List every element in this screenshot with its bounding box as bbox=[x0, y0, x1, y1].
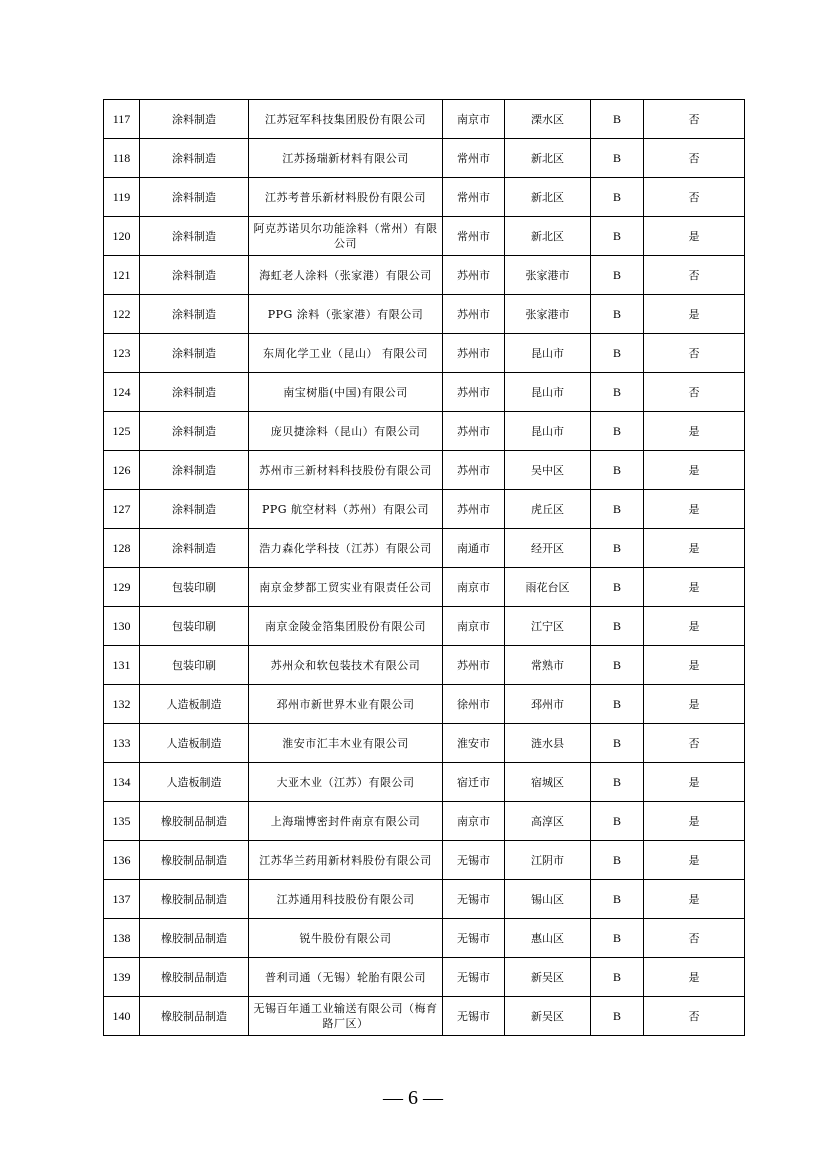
cell-flag: 是 bbox=[644, 490, 745, 529]
cell-city: 苏州市 bbox=[443, 412, 505, 451]
cell-number: 134 bbox=[104, 763, 140, 802]
cell-industry: 涂料制造 bbox=[140, 295, 249, 334]
cell-number: 129 bbox=[104, 568, 140, 607]
table-row bbox=[104, 997, 745, 1036]
cell-number: 127 bbox=[104, 490, 140, 529]
cell-district: 邳州市 bbox=[505, 685, 591, 724]
cell-number: 132 bbox=[104, 685, 140, 724]
cell-district: 昆山市 bbox=[505, 334, 591, 373]
cell-grade: B bbox=[591, 139, 644, 178]
cell-company-name: 淮安市汇丰木业有限公司 bbox=[249, 724, 443, 763]
table-row bbox=[104, 802, 745, 841]
cell-number: 120 bbox=[104, 217, 140, 256]
cell-city: 无锡市 bbox=[443, 997, 505, 1036]
cell-company-name: 江苏华兰药用新材料股份有限公司 bbox=[249, 841, 443, 880]
cell-flag: 否 bbox=[644, 919, 745, 958]
cell-district: 张家港市 bbox=[505, 295, 591, 334]
cell-grade: B bbox=[591, 412, 644, 451]
cell-number: 140 bbox=[104, 997, 140, 1036]
table-row bbox=[104, 763, 745, 802]
cell-district: 张家港市 bbox=[505, 256, 591, 295]
table-row bbox=[104, 334, 745, 373]
table-row bbox=[104, 490, 745, 529]
table-row bbox=[104, 568, 745, 607]
cell-city: 南通市 bbox=[443, 529, 505, 568]
cell-district: 雨花台区 bbox=[505, 568, 591, 607]
cell-grade: B bbox=[591, 958, 644, 997]
cell-company-name: 无锡百年通工业输送有限公司（梅育路厂区） bbox=[249, 997, 443, 1036]
cell-industry: 涂料制造 bbox=[140, 412, 249, 451]
cell-company-name: 江苏考普乐新材料股份有限公司 bbox=[249, 178, 443, 217]
cell-city: 无锡市 bbox=[443, 880, 505, 919]
cell-industry: 涂料制造 bbox=[140, 178, 249, 217]
cell-flag: 是 bbox=[644, 412, 745, 451]
table-row bbox=[104, 646, 745, 685]
cell-industry: 橡胶制品制造 bbox=[140, 958, 249, 997]
cell-flag: 是 bbox=[644, 646, 745, 685]
cell-company-name: 南京金梦都工贸实业有限责任公司 bbox=[249, 568, 443, 607]
cell-flag: 是 bbox=[644, 685, 745, 724]
cell-company-name: 锐牛股份有限公司 bbox=[249, 919, 443, 958]
table-row bbox=[104, 100, 745, 139]
cell-grade: B bbox=[591, 724, 644, 763]
enterprise-table bbox=[103, 99, 745, 1036]
cell-flag: 是 bbox=[644, 802, 745, 841]
cell-company-name: 庞贝捷涂料（昆山）有限公司 bbox=[249, 412, 443, 451]
table-row bbox=[104, 529, 745, 568]
cell-city: 苏州市 bbox=[443, 490, 505, 529]
cell-flag: 是 bbox=[644, 880, 745, 919]
cell-number: 133 bbox=[104, 724, 140, 763]
cell-grade: B bbox=[591, 529, 644, 568]
table-row bbox=[104, 958, 745, 997]
table-row bbox=[104, 724, 745, 763]
table-row bbox=[104, 412, 745, 451]
cell-number: 138 bbox=[104, 919, 140, 958]
table-row bbox=[104, 841, 745, 880]
cell-flag: 否 bbox=[644, 256, 745, 295]
cell-grade: B bbox=[591, 802, 644, 841]
cell-city: 无锡市 bbox=[443, 841, 505, 880]
cell-district: 宿城区 bbox=[505, 763, 591, 802]
cell-industry: 涂料制造 bbox=[140, 100, 249, 139]
cell-grade: B bbox=[591, 607, 644, 646]
cell-flag: 是 bbox=[644, 295, 745, 334]
cell-district: 溧水区 bbox=[505, 100, 591, 139]
cell-number: 136 bbox=[104, 841, 140, 880]
cell-city: 常州市 bbox=[443, 217, 505, 256]
cell-city: 南京市 bbox=[443, 568, 505, 607]
cell-district: 新北区 bbox=[505, 139, 591, 178]
cell-district: 经开区 bbox=[505, 529, 591, 568]
cell-district: 江宁区 bbox=[505, 607, 591, 646]
cell-city: 南京市 bbox=[443, 100, 505, 139]
cell-industry: 涂料制造 bbox=[140, 451, 249, 490]
cell-number: 131 bbox=[104, 646, 140, 685]
cell-industry: 人造板制造 bbox=[140, 763, 249, 802]
table-row bbox=[104, 880, 745, 919]
cell-industry: 橡胶制品制造 bbox=[140, 919, 249, 958]
cell-flag: 是 bbox=[644, 568, 745, 607]
cell-industry: 橡胶制品制造 bbox=[140, 841, 249, 880]
cell-industry: 包装印刷 bbox=[140, 646, 249, 685]
cell-industry: 涂料制造 bbox=[140, 334, 249, 373]
cell-company-name: 苏州众和软包装技术有限公司 bbox=[249, 646, 443, 685]
cell-company-name: PPG 涂料（张家港）有限公司 bbox=[249, 295, 443, 334]
cell-number: 139 bbox=[104, 958, 140, 997]
cell-district: 惠山区 bbox=[505, 919, 591, 958]
cell-district: 新北区 bbox=[505, 178, 591, 217]
cell-city: 南京市 bbox=[443, 802, 505, 841]
cell-grade: B bbox=[591, 763, 644, 802]
cell-grade: B bbox=[591, 217, 644, 256]
cell-flag: 是 bbox=[644, 607, 745, 646]
cell-industry: 涂料制造 bbox=[140, 139, 249, 178]
cell-grade: B bbox=[591, 373, 644, 412]
cell-number: 126 bbox=[104, 451, 140, 490]
cell-flag: 否 bbox=[644, 100, 745, 139]
page-number: — 6 — bbox=[383, 1087, 443, 1109]
table-row bbox=[104, 373, 745, 412]
cell-flag: 是 bbox=[644, 763, 745, 802]
cell-industry: 人造板制造 bbox=[140, 724, 249, 763]
cell-grade: B bbox=[591, 256, 644, 295]
cell-flag: 是 bbox=[644, 217, 745, 256]
cell-city: 苏州市 bbox=[443, 451, 505, 490]
cell-district: 新北区 bbox=[505, 217, 591, 256]
cell-industry: 人造板制造 bbox=[140, 685, 249, 724]
table-row bbox=[104, 217, 745, 256]
cell-industry: 涂料制造 bbox=[140, 490, 249, 529]
cell-city: 苏州市 bbox=[443, 373, 505, 412]
cell-company-name: 苏州市三新材料科技股份有限公司 bbox=[249, 451, 443, 490]
cell-company-name: 江苏通用科技股份有限公司 bbox=[249, 880, 443, 919]
cell-number: 128 bbox=[104, 529, 140, 568]
cell-district: 吴中区 bbox=[505, 451, 591, 490]
cell-industry: 橡胶制品制造 bbox=[140, 997, 249, 1036]
table-row bbox=[104, 607, 745, 646]
cell-flag: 否 bbox=[644, 139, 745, 178]
cell-city: 常州市 bbox=[443, 178, 505, 217]
cell-number: 119 bbox=[104, 178, 140, 217]
cell-grade: B bbox=[591, 334, 644, 373]
cell-number: 121 bbox=[104, 256, 140, 295]
cell-city: 苏州市 bbox=[443, 646, 505, 685]
cell-number: 137 bbox=[104, 880, 140, 919]
cell-company-name: 南京金陵金箔集团股份有限公司 bbox=[249, 607, 443, 646]
cell-grade: B bbox=[591, 568, 644, 607]
cell-flag: 否 bbox=[644, 724, 745, 763]
cell-flag: 是 bbox=[644, 841, 745, 880]
table-row bbox=[104, 919, 745, 958]
table-row bbox=[104, 139, 745, 178]
cell-number: 117 bbox=[104, 100, 140, 139]
cell-city: 徐州市 bbox=[443, 685, 505, 724]
table-body bbox=[104, 100, 745, 1036]
cell-company-name: PPG 航空材料（苏州）有限公司 bbox=[249, 490, 443, 529]
cell-flag: 是 bbox=[644, 958, 745, 997]
cell-district: 高淳区 bbox=[505, 802, 591, 841]
cell-district: 涟水县 bbox=[505, 724, 591, 763]
cell-company-name: 海虹老人涂料（张家港）有限公司 bbox=[249, 256, 443, 295]
cell-district: 昆山市 bbox=[505, 412, 591, 451]
cell-district: 昆山市 bbox=[505, 373, 591, 412]
cell-number: 118 bbox=[104, 139, 140, 178]
cell-city: 南京市 bbox=[443, 607, 505, 646]
table-row bbox=[104, 178, 745, 217]
cell-industry: 橡胶制品制造 bbox=[140, 880, 249, 919]
cell-flag: 否 bbox=[644, 997, 745, 1036]
cell-city: 宿迁市 bbox=[443, 763, 505, 802]
cell-company-name: 普利司通（无锡）轮胎有限公司 bbox=[249, 958, 443, 997]
cell-industry: 橡胶制品制造 bbox=[140, 802, 249, 841]
cell-city: 淮安市 bbox=[443, 724, 505, 763]
cell-grade: B bbox=[591, 100, 644, 139]
cell-grade: B bbox=[591, 295, 644, 334]
cell-grade: B bbox=[591, 880, 644, 919]
cell-city: 苏州市 bbox=[443, 334, 505, 373]
cell-industry: 涂料制造 bbox=[140, 529, 249, 568]
cell-company-name: 阿克苏诺贝尔功能涂料（常州）有限公司 bbox=[249, 217, 443, 256]
cell-grade: B bbox=[591, 841, 644, 880]
cell-flag: 否 bbox=[644, 334, 745, 373]
cell-grade: B bbox=[591, 646, 644, 685]
cell-grade: B bbox=[591, 919, 644, 958]
cell-industry: 涂料制造 bbox=[140, 256, 249, 295]
table-row bbox=[104, 295, 745, 334]
cell-number: 130 bbox=[104, 607, 140, 646]
table-row bbox=[104, 685, 745, 724]
cell-grade: B bbox=[591, 451, 644, 490]
cell-number: 124 bbox=[104, 373, 140, 412]
cell-company-name: 上海瑞博密封件南京有限公司 bbox=[249, 802, 443, 841]
cell-district: 锡山区 bbox=[505, 880, 591, 919]
cell-grade: B bbox=[591, 178, 644, 217]
cell-company-name: 大亚木业（江苏）有限公司 bbox=[249, 763, 443, 802]
cell-company-name: 南宝树脂(中国)有限公司 bbox=[249, 373, 443, 412]
table-row bbox=[104, 451, 745, 490]
cell-number: 123 bbox=[104, 334, 140, 373]
cell-city: 常州市 bbox=[443, 139, 505, 178]
cell-district: 新吴区 bbox=[505, 997, 591, 1036]
cell-grade: B bbox=[591, 997, 644, 1036]
cell-company-name: 邳州市新世界木业有限公司 bbox=[249, 685, 443, 724]
cell-flag: 否 bbox=[644, 373, 745, 412]
cell-flag: 是 bbox=[644, 529, 745, 568]
cell-grade: B bbox=[591, 685, 644, 724]
cell-industry: 涂料制造 bbox=[140, 217, 249, 256]
cell-company-name: 东周化学工业（昆山） 有限公司 bbox=[249, 334, 443, 373]
cell-company-name: 浩力森化学科技（江苏）有限公司 bbox=[249, 529, 443, 568]
cell-industry: 包装印刷 bbox=[140, 607, 249, 646]
cell-city: 无锡市 bbox=[443, 919, 505, 958]
cell-city: 无锡市 bbox=[443, 958, 505, 997]
cell-industry: 涂料制造 bbox=[140, 373, 249, 412]
cell-number: 135 bbox=[104, 802, 140, 841]
cell-company-name: 江苏扬瑞新材料有限公司 bbox=[249, 139, 443, 178]
cell-industry: 包装印刷 bbox=[140, 568, 249, 607]
cell-city: 苏州市 bbox=[443, 295, 505, 334]
cell-city: 苏州市 bbox=[443, 256, 505, 295]
cell-district: 新吴区 bbox=[505, 958, 591, 997]
table-row bbox=[104, 256, 745, 295]
cell-company-name: 江苏冠军科技集团股份有限公司 bbox=[249, 100, 443, 139]
cell-district: 虎丘区 bbox=[505, 490, 591, 529]
cell-district: 江阴市 bbox=[505, 841, 591, 880]
cell-flag: 否 bbox=[644, 178, 745, 217]
cell-number: 125 bbox=[104, 412, 140, 451]
cell-flag: 是 bbox=[644, 451, 745, 490]
cell-grade: B bbox=[591, 490, 644, 529]
cell-district: 常熟市 bbox=[505, 646, 591, 685]
cell-number: 122 bbox=[104, 295, 140, 334]
